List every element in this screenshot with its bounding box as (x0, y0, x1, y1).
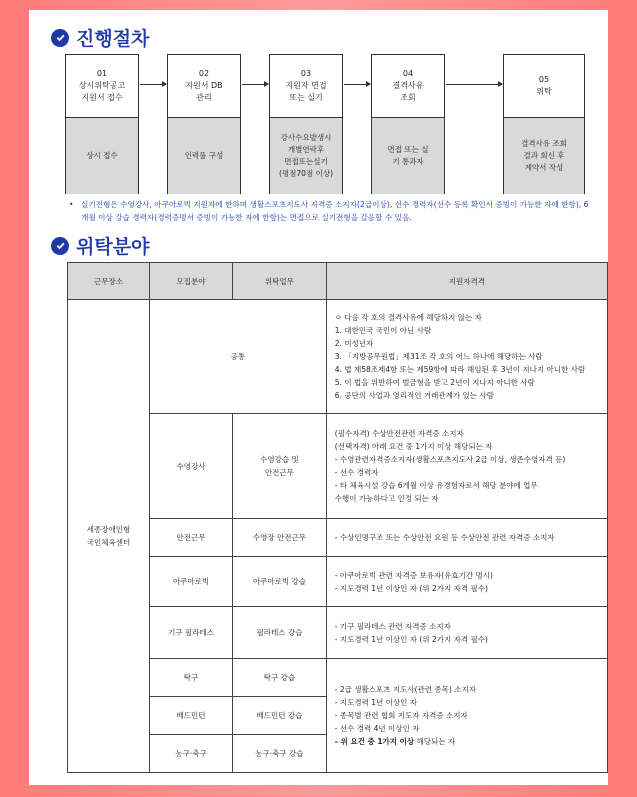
step-detail: 인력풀 구성 (168, 118, 240, 194)
qualification-emphasis: - 위 요건 중 1가지 이상 (334, 737, 415, 746)
step-number: 05 (538, 75, 550, 84)
header-workplace: 근무장소 (68, 263, 150, 300)
document-page (29, 10, 608, 785)
procedure-steps (65, 54, 587, 194)
common-cell: 공통 (150, 300, 327, 414)
step-card (269, 54, 343, 194)
arrow-right-icon (242, 84, 268, 85)
step-detail: 면접 또는 실 기 통과자 (372, 118, 444, 194)
step-label: 지원서 DB 관리 (185, 81, 223, 102)
task-cell: 배드민턴 강습 (233, 697, 327, 735)
step-card (503, 54, 585, 194)
procedure-title: 진행절차 (76, 28, 150, 50)
qualification-line: - 종목별 관련 협회 지도자 자격증 소지자 (334, 711, 468, 720)
step-detail: 강사수요발생시 개별연락후 면접또는실기 (평점70점 이상) (270, 118, 342, 194)
arrow-right-icon (344, 84, 370, 85)
step-card (167, 54, 241, 194)
task-cell: 수영장 안전근무 (233, 519, 327, 557)
header-field: 모집분야 (150, 263, 233, 300)
field-cell: 탁구 (150, 659, 233, 697)
task-cell: 필라테스 강습 (233, 607, 327, 659)
table-row (68, 300, 608, 414)
step-label: 상시위탁공고 지원서 접수 (78, 81, 126, 102)
step-number: 02 (198, 69, 210, 78)
qualification-cell: (필수자격) 수상안전관련 자격증 소지자 (선택자격) 아래 요건 중 1가지 이상 해당되는 자 - 수영관련자격증소지자(생활스포츠지도사 2급 이상, 생존수영자격 등) - 선수 경력자 - 타 체육시설 강습 6개월 이상 유경험자로서 해당 분야에 업무 수행이 가능하다고 인정 되는 자 (326, 414, 607, 519)
qualification-line: - 선수 경력 4년 이상인 자 (334, 724, 420, 733)
common-qualification: ㅇ 다음 각 호의 결격사유에 해당하지 않는 자 1. 대한민국 국민이 아닌 사람 2. 미성년자 3. 「지방공무원법」제31조 각 호의 어느 하나에 해당하는 사람 4. 법 제58조제4항 또는 제59항에 따라 해임된 후 3년이 지나지 아니한 사람 5. 이 법을 위반하여 벌금형을 받고 2년이 지나지 아니한 사람 6. 공단의 사업과 영리적인 거래관계가 있는 사람 (326, 300, 607, 414)
task-cell: 탁구 강습 (233, 659, 327, 697)
header-task: 위탁업무 (233, 263, 327, 300)
qualification-cell: - 기구 필라테스 관련 자격증 소지자 - 지도경력 1년 이상인 자 (위 2가지 자격 필수) (326, 607, 607, 659)
field-cell: 안전근무 (150, 519, 233, 557)
task-cell: 아쿠아로빅 강습 (233, 557, 327, 607)
procedure-heading (51, 24, 149, 51)
step-number: 01 (96, 69, 108, 78)
field-cell: 수영강사 (150, 414, 233, 519)
field-cell: 아쿠아로빅 (150, 557, 233, 607)
qualification-cell: - 수상인명구조 또는 수상안전 요원 등 수상안전 관련 자격증 소지자 (326, 519, 607, 557)
step-detail: 결격사유 조회 결과 회신 후 계약서 작성 (504, 118, 584, 194)
qualification-line: - 지도경력 1년 이상인 자 (334, 698, 417, 707)
qualification-cell: - 아쿠아로빅 관련 자격증 보유자(유효기간 명시) - 지도경력 1년 이상인 자 (위 2가지 자격 필수) (326, 557, 607, 607)
field-cell: 배드민턴 (150, 697, 233, 735)
commission-table (67, 262, 608, 773)
arrow-right-icon (140, 84, 166, 85)
workplace-cell: 세종장애인형 국민체육센터 (68, 300, 150, 773)
table-header-row (68, 263, 608, 300)
step-number: 03 (300, 69, 312, 78)
bullet-icon: • (69, 200, 74, 209)
step-label: 지원자 면접 또는 실기 (285, 81, 327, 102)
step-label: 결격사유 조회 (392, 81, 424, 102)
qualification-rest: 해당되는 자 (414, 737, 456, 746)
task-cell: 수영강습 및 안전근무 (233, 414, 327, 519)
step-number: 04 (402, 69, 414, 78)
qualification-line (335, 735, 599, 748)
commission-title: 위탁분야 (76, 236, 150, 258)
procedure-note (69, 198, 589, 224)
arrow-right-icon (446, 84, 502, 85)
check-circle-icon (51, 29, 69, 47)
commission-heading (51, 232, 149, 259)
field-cell: 농구·축구 (150, 735, 233, 773)
step-label: 위탁 (536, 87, 552, 96)
step-card (65, 54, 139, 194)
header-qualification: 지원자격격 (326, 263, 607, 300)
check-circle-icon (51, 237, 69, 255)
task-cell: 농구·축구 강습 (233, 735, 327, 773)
field-cell: 기구 필라테스 (150, 607, 233, 659)
shared-qualification (326, 659, 607, 773)
step-detail: 상시 접수 (66, 118, 138, 194)
note-text: 실기전형은 수영강사, 아쿠아로빅 지원자에 한하며 생활스포츠지도사 자격증 소지자(2급이상), 선수 경력자(선수 등록 확인서 증빙이 가능한 자에 한함), 6개월 이상 강습 경력자(경력증명서 증빙이 가능한 자에 한함)는 면접으로 실기전형을 갈음할 수 있음. (81, 200, 589, 222)
qualification-line: - 2급 생활스포츠 지도사(관련 종목) 소지자 (334, 685, 476, 694)
step-card (371, 54, 445, 194)
